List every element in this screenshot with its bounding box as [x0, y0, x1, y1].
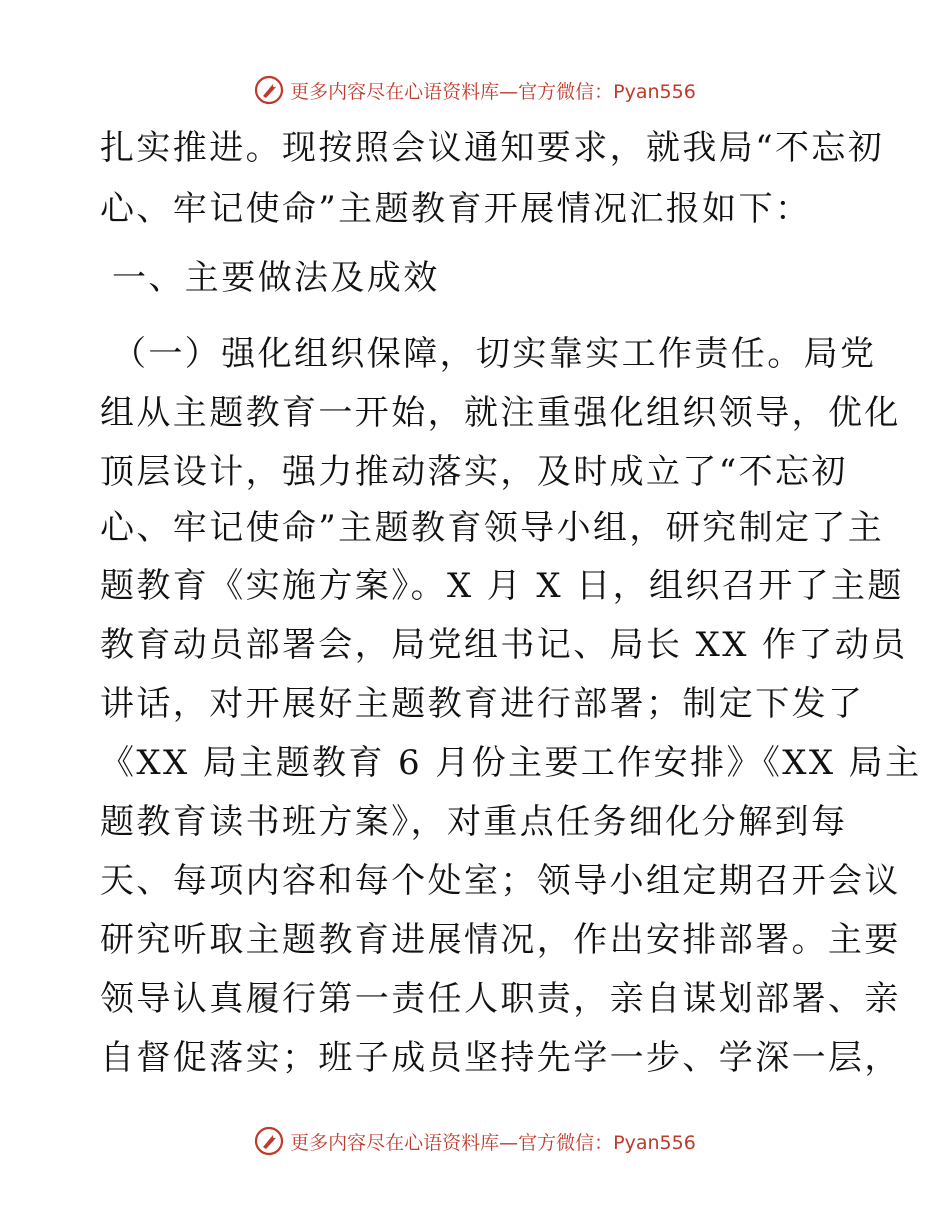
body-line: 扎实推进。现按照会议通知要求，就我局“不忘初	[100, 128, 885, 168]
body-line: 《XX 局主题教育 6 月份主要工作安排》《XX 局主	[100, 743, 922, 783]
footer-watermark-banner	[0, 1124, 950, 1158]
body-line: 心、牢记使命”主题教育领导小组，研究制定了主	[100, 508, 885, 548]
body-line: 顶层设计，强力推动落实，及时成立了“不忘初	[100, 452, 848, 492]
header-watermark-banner	[0, 73, 950, 107]
body-line: 研究听取主题教育进展情况，作出安排部署。主要	[100, 920, 901, 960]
banner-text: 更多内容尽在心语资料库—官方微信：Pyan556	[290, 1131, 696, 1154]
body-line: 题教育《实施方案》。X 月 X 日，组织召开了主题	[100, 566, 904, 606]
section-heading: 一、主要做法及成效	[112, 258, 440, 298]
body-line: 题教育读书班方案》，对重点任务细化分解到每	[100, 802, 848, 842]
subsection-line: （一）强化组织保障，切实靠实工作责任。局党	[112, 334, 877, 374]
body-line: 天、每项内容和每个处室；领导小组定期召开会议	[100, 861, 901, 901]
body-line: 心、牢记使命”主题教育开展情况汇报如下：	[100, 189, 812, 229]
body-line: 领导认真履行第一责任人职责，亲自谋划部署、亲	[100, 979, 901, 1019]
pen-nib-icon	[254, 75, 284, 105]
body-line: 教育动员部署会，局党组书记、局长 XX 作了动员	[100, 625, 908, 665]
pen-nib-icon	[254, 1126, 284, 1156]
banner-text: 更多内容尽在心语资料库—官方微信：Pyan556	[290, 80, 696, 103]
body-line: 组从主题教育一开始，就注重强化组织领导，优化	[100, 393, 901, 433]
body-line: 自督促落实；班子成员坚持先学一步、学深一层，	[100, 1038, 901, 1078]
body-line: 讲话，对开展好主题教育进行部署；制定下发了	[100, 684, 865, 724]
